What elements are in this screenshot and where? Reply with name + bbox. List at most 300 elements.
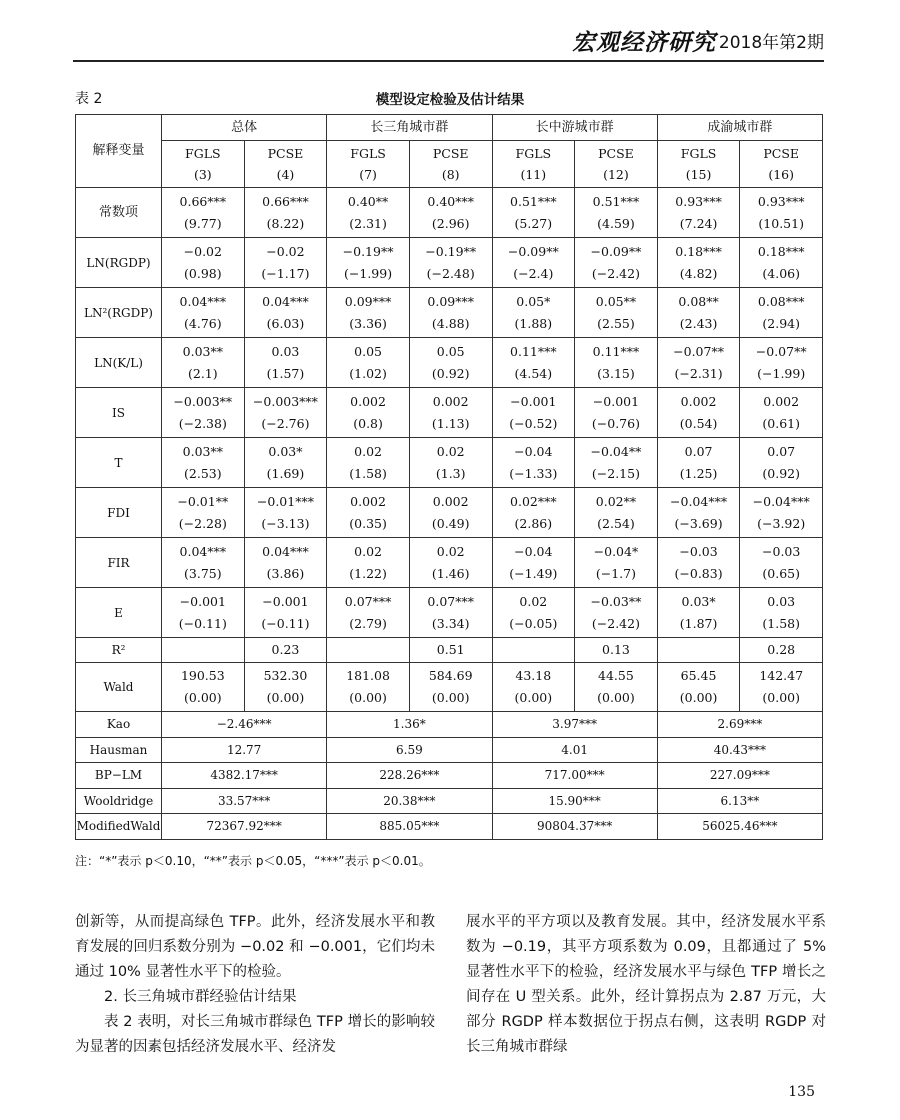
model-header bbox=[244, 141, 327, 188]
t-statistic: (0.35) bbox=[349, 515, 387, 531]
estimate-cell bbox=[740, 538, 823, 588]
wald-cell bbox=[575, 663, 658, 712]
model-method: PCSE bbox=[432, 146, 469, 161]
estimate-cell bbox=[327, 188, 410, 238]
estimate-cell bbox=[575, 488, 658, 538]
t-statistic: (−0.11) bbox=[261, 615, 310, 631]
variable-name: FDI bbox=[76, 488, 162, 538]
estimate-cell bbox=[409, 338, 492, 388]
group-header: 总体 bbox=[162, 115, 327, 141]
model-method: PCSE bbox=[763, 146, 800, 161]
test-row bbox=[76, 788, 823, 814]
test-value: 12.77 bbox=[162, 737, 327, 763]
estimate-cell bbox=[162, 588, 245, 638]
t-statistic: (2.55) bbox=[597, 315, 635, 331]
coefficient: −0.04 bbox=[514, 443, 553, 459]
t-statistic: (4.59) bbox=[597, 215, 635, 231]
t-statistic: (1.69) bbox=[266, 465, 305, 481]
p-value: (0.00) bbox=[349, 690, 387, 705]
t-statistic: (−0.52) bbox=[509, 415, 558, 431]
r2-cell: 0.28 bbox=[740, 638, 823, 663]
test-row bbox=[76, 712, 823, 738]
coefficient: 0.05 bbox=[354, 343, 382, 359]
body-column-left bbox=[75, 910, 435, 1060]
test-value: 227.09*** bbox=[657, 763, 822, 789]
p-value: (0.00) bbox=[431, 690, 470, 705]
coefficient: 0.66*** bbox=[262, 193, 309, 209]
coefficient: −0.04 bbox=[514, 543, 553, 559]
t-statistic: (−1.99) bbox=[757, 365, 806, 381]
t-statistic: (0.98) bbox=[184, 265, 222, 281]
r2-cell: 0.23 bbox=[244, 638, 327, 663]
test-value: 90804.37*** bbox=[492, 814, 657, 840]
p-value: (0.00) bbox=[514, 690, 553, 705]
variable-name: Wald bbox=[76, 663, 162, 712]
coefficient: −0.001 bbox=[510, 393, 557, 409]
t-statistic: (−0.05) bbox=[509, 615, 558, 631]
page-number: 135 bbox=[788, 1084, 815, 1100]
t-statistic: (−2.76) bbox=[261, 415, 310, 431]
estimate-cell bbox=[327, 388, 410, 438]
coefficient: 0.11*** bbox=[592, 343, 640, 359]
wald-statistic: 44.55 bbox=[598, 668, 634, 683]
coefficient: 0.04*** bbox=[179, 543, 227, 559]
coefficient: 0.08** bbox=[678, 293, 719, 309]
model-number: (16) bbox=[768, 167, 795, 182]
group-header: 长中游城市群 bbox=[492, 115, 657, 141]
coefficient: −0.001 bbox=[179, 593, 226, 609]
body-column-right bbox=[466, 910, 826, 1060]
table-row bbox=[76, 588, 823, 638]
coefficient: 0.02 bbox=[354, 543, 382, 559]
test-value: −2.46*** bbox=[162, 712, 327, 738]
p-value: (0.00) bbox=[762, 690, 800, 705]
coefficient: 0.07 bbox=[684, 443, 713, 459]
estimate-cell bbox=[575, 238, 658, 288]
coefficient: 0.07*** bbox=[427, 593, 474, 609]
estimate-cell bbox=[327, 588, 410, 638]
t-statistic: (0.61) bbox=[762, 415, 800, 431]
r2-cell bbox=[162, 638, 245, 663]
t-statistic: (1.3) bbox=[435, 465, 466, 481]
model-method: PCSE bbox=[598, 146, 634, 161]
coefficient: 0.09*** bbox=[427, 293, 474, 309]
estimate-cell bbox=[492, 438, 575, 488]
estimate-cell bbox=[409, 488, 492, 538]
estimate-cell bbox=[740, 438, 823, 488]
coefficient: −0.01** bbox=[177, 493, 229, 509]
estimate-cell bbox=[162, 488, 245, 538]
table-row bbox=[76, 288, 823, 338]
t-statistic: (2.54) bbox=[597, 515, 635, 531]
corner-label: 解释变量 bbox=[76, 115, 162, 188]
wald-cell bbox=[162, 663, 245, 712]
p-value: (0.00) bbox=[184, 690, 222, 705]
estimate-cell bbox=[244, 438, 327, 488]
test-value: 72367.92*** bbox=[162, 814, 327, 840]
wald-statistic: 65.45 bbox=[680, 668, 717, 683]
t-statistic: (5.27) bbox=[514, 215, 553, 231]
t-statistic: (2.1) bbox=[187, 365, 218, 381]
coefficient: −0.04*** bbox=[752, 493, 810, 509]
t-statistic: (2.79) bbox=[349, 615, 387, 631]
coefficient: 0.02 bbox=[354, 443, 382, 459]
wald-cell bbox=[244, 663, 327, 712]
wald-row bbox=[76, 663, 823, 712]
t-statistic: (2.31) bbox=[349, 215, 387, 231]
coefficient: 0.002 bbox=[350, 393, 386, 409]
model-number: (15) bbox=[685, 167, 712, 182]
estimate-cell bbox=[657, 288, 740, 338]
model-method: FGLS bbox=[350, 146, 386, 161]
t-statistic: (−3.69) bbox=[674, 515, 723, 531]
estimate-cell bbox=[244, 538, 327, 588]
coefficient: 0.40** bbox=[347, 193, 389, 209]
t-statistic: (1.58) bbox=[349, 465, 387, 481]
estimate-cell bbox=[492, 388, 575, 438]
coefficient: −0.03 bbox=[679, 543, 718, 559]
coefficient: 0.51*** bbox=[510, 193, 557, 209]
estimate-cell bbox=[740, 288, 823, 338]
estimate-cell bbox=[162, 438, 245, 488]
coefficient: −0.19** bbox=[342, 243, 394, 259]
t-statistic: (9.77) bbox=[184, 215, 222, 231]
t-statistic: (−1.99) bbox=[344, 265, 393, 281]
wald-statistic: 43.18 bbox=[515, 668, 552, 683]
coefficient: −0.01*** bbox=[256, 493, 314, 509]
test-row bbox=[76, 814, 823, 840]
estimate-cell bbox=[162, 238, 245, 288]
estimate-cell bbox=[492, 588, 575, 638]
model-number: (8) bbox=[441, 167, 460, 182]
coefficient: 0.03** bbox=[182, 343, 223, 359]
r2-cell: 0.13 bbox=[575, 638, 658, 663]
coefficient: −0.07** bbox=[755, 343, 807, 359]
coefficient: −0.001 bbox=[262, 593, 309, 609]
t-statistic: (0.92) bbox=[431, 365, 470, 381]
coefficient: −0.04* bbox=[593, 543, 639, 559]
r2-cell bbox=[492, 638, 575, 663]
estimate-cell bbox=[492, 288, 575, 338]
test-value: 6.13** bbox=[657, 788, 822, 814]
coefficient: −0.003** bbox=[173, 393, 233, 409]
coefficient: −0.07** bbox=[673, 343, 724, 359]
t-statistic: (−2.42) bbox=[591, 265, 640, 281]
coefficient: 0.11*** bbox=[510, 343, 557, 359]
wald-cell bbox=[327, 663, 410, 712]
coefficient: −0.03** bbox=[590, 593, 642, 609]
variable-name: T bbox=[76, 438, 162, 488]
t-statistic: (−3.92) bbox=[757, 515, 806, 531]
estimate-cell bbox=[327, 238, 410, 288]
test-name: Kao bbox=[76, 712, 162, 738]
coefficient: 0.05 bbox=[436, 343, 465, 359]
table-row bbox=[76, 238, 823, 288]
estimate-cell bbox=[575, 188, 658, 238]
coefficient: −0.001 bbox=[592, 393, 640, 409]
estimate-cell bbox=[657, 538, 740, 588]
estimate-cell bbox=[409, 288, 492, 338]
model-method: FGLS bbox=[680, 146, 717, 161]
group-header: 成渝城市群 bbox=[657, 115, 822, 141]
table-row bbox=[76, 388, 823, 438]
test-name: Wooldridge bbox=[76, 788, 162, 814]
estimate-cell bbox=[740, 588, 823, 638]
estimate-cell bbox=[409, 588, 492, 638]
estimate-cell bbox=[244, 238, 327, 288]
model-number: (4) bbox=[276, 167, 295, 182]
test-value: 4382.17*** bbox=[162, 763, 327, 789]
estimate-cell bbox=[740, 388, 823, 438]
test-value: 20.38*** bbox=[327, 788, 492, 814]
t-statistic: (0.49) bbox=[431, 515, 470, 531]
estimate-cell bbox=[409, 538, 492, 588]
wald-statistic: 142.47 bbox=[759, 668, 804, 683]
estimate-cell bbox=[575, 388, 658, 438]
estimate-cell bbox=[244, 388, 327, 438]
t-statistic: (0.65) bbox=[762, 565, 800, 581]
t-statistic: (0.8) bbox=[353, 415, 383, 431]
test-value: 56025.46*** bbox=[657, 814, 822, 840]
coefficient: −0.19** bbox=[425, 243, 477, 259]
t-statistic: (1.57) bbox=[266, 365, 305, 381]
p-value: (0.00) bbox=[679, 690, 718, 705]
coefficient: 0.002 bbox=[350, 493, 386, 509]
t-statistic: (2.43) bbox=[679, 315, 718, 331]
variable-name: E bbox=[76, 588, 162, 638]
t-statistic: (−3.13) bbox=[261, 515, 310, 531]
coefficient: 0.08*** bbox=[757, 293, 805, 309]
estimate-cell bbox=[657, 338, 740, 388]
t-statistic: (1.46) bbox=[431, 565, 470, 581]
t-statistic: (−2.15) bbox=[591, 465, 640, 481]
estimate-cell bbox=[740, 188, 823, 238]
t-statistic: (1.22) bbox=[349, 565, 387, 581]
variable-name: FIR bbox=[76, 538, 162, 588]
estimate-cell bbox=[657, 438, 740, 488]
model-header bbox=[492, 141, 575, 188]
table-note: 注：“*”表示 p＜0.10，“**”表示 p＜0.05，“***”表示 p＜0.01。 bbox=[75, 854, 431, 868]
coefficient: 0.002 bbox=[432, 393, 469, 409]
t-statistic: (2.96) bbox=[431, 215, 470, 231]
coefficient: 0.03 bbox=[271, 343, 300, 359]
t-statistic: (−2.4) bbox=[513, 265, 554, 281]
t-statistic: (2.53) bbox=[184, 465, 222, 481]
t-statistic: (6.03) bbox=[266, 315, 305, 331]
coefficient: 0.02 bbox=[436, 443, 465, 459]
t-statistic: (2.94) bbox=[762, 315, 800, 331]
coefficient: −0.09** bbox=[507, 243, 559, 259]
r2-cell: 0.51 bbox=[409, 638, 492, 663]
table-title: 模型设定检验及估计结果 bbox=[375, 92, 525, 108]
estimate-cell bbox=[657, 188, 740, 238]
coefficient: 0.002 bbox=[763, 393, 800, 409]
t-statistic: (1.58) bbox=[762, 615, 800, 631]
t-statistic: (1.87) bbox=[679, 615, 718, 631]
model-header-row bbox=[76, 141, 823, 188]
t-statistic: (−1.17) bbox=[261, 265, 310, 281]
wald-cell bbox=[657, 663, 740, 712]
estimate-cell bbox=[327, 438, 410, 488]
coefficient: 0.51*** bbox=[592, 193, 640, 209]
test-value: 885.05*** bbox=[327, 814, 492, 840]
estimate-cell bbox=[575, 288, 658, 338]
model-header bbox=[409, 141, 492, 188]
p-value: (0.00) bbox=[597, 690, 635, 705]
t-statistic: (−2.42) bbox=[591, 615, 640, 631]
estimate-cell bbox=[492, 488, 575, 538]
coefficient: 0.18*** bbox=[757, 243, 805, 259]
coefficient: 0.66*** bbox=[179, 193, 227, 209]
coefficient: 0.04*** bbox=[262, 293, 309, 309]
t-statistic: (−2.31) bbox=[674, 365, 723, 381]
test-value: 15.90*** bbox=[492, 788, 657, 814]
coefficient: 0.93*** bbox=[757, 193, 805, 209]
test-value: 228.26*** bbox=[327, 763, 492, 789]
t-statistic: (−2.48) bbox=[426, 265, 475, 281]
estimate-cell bbox=[657, 588, 740, 638]
journal-name: 宏观经济研究 bbox=[572, 29, 716, 56]
estimate-cell bbox=[575, 438, 658, 488]
coefficient: 0.02 bbox=[436, 543, 465, 559]
estimate-cell bbox=[492, 338, 575, 388]
coefficient: −0.003*** bbox=[252, 393, 318, 409]
t-statistic: (−1.33) bbox=[509, 465, 558, 481]
issue-label: 2018年第2期 bbox=[718, 33, 824, 53]
variable-name: LN²(RGDP) bbox=[76, 288, 162, 338]
t-statistic: (1.02) bbox=[349, 365, 387, 381]
estimate-cell bbox=[409, 438, 492, 488]
estimate-cell bbox=[244, 338, 327, 388]
estimate-cell bbox=[162, 388, 245, 438]
model-number: (12) bbox=[603, 167, 629, 182]
coefficient: 0.93*** bbox=[675, 193, 722, 209]
r2-cell bbox=[657, 638, 740, 663]
t-statistic: (10.51) bbox=[758, 215, 804, 231]
coefficient: 0.03 bbox=[767, 593, 796, 609]
section-heading: 2. 长三角城市群经验估计结果 bbox=[104, 989, 297, 1005]
estimate-cell bbox=[162, 288, 245, 338]
coefficient: −0.02 bbox=[266, 243, 305, 259]
variable-name: IS bbox=[76, 388, 162, 438]
table-row bbox=[76, 438, 823, 488]
results-table bbox=[75, 114, 823, 840]
coefficient: −0.04** bbox=[590, 443, 642, 459]
table-row bbox=[76, 188, 823, 238]
test-value: 3.97*** bbox=[492, 712, 657, 738]
t-statistic: (3.34) bbox=[431, 615, 470, 631]
page-header bbox=[73, 18, 824, 62]
estimate-cell bbox=[162, 538, 245, 588]
coefficient: 0.04*** bbox=[262, 543, 309, 559]
estimate-cell bbox=[740, 488, 823, 538]
estimate-cell bbox=[409, 388, 492, 438]
coefficient: 0.03* bbox=[268, 443, 303, 459]
estimate-cell bbox=[244, 488, 327, 538]
model-number: (7) bbox=[359, 167, 377, 182]
coefficient: 0.07*** bbox=[344, 593, 392, 609]
model-header bbox=[327, 141, 410, 188]
table-row bbox=[76, 338, 823, 388]
variable-name: LN(RGDP) bbox=[76, 238, 162, 288]
t-statistic: (0.54) bbox=[679, 415, 718, 431]
paragraph: 展水平的平方项以及教育发展。其中，经济发展水平系数为 −0.19，其平方项系数为 0.09，且都通过了 5% 显著性水平下的检验，经济发展水平与绿色 TFP 增长之间存在 U 型关系。此外，经计算拐点为 2.87 万元，大部分 RGDP 样本数据位于拐点右侧，这表明 RGDP 对长三角城市群绿 bbox=[466, 914, 826, 1055]
estimate-cell bbox=[244, 288, 327, 338]
test-row bbox=[76, 737, 823, 763]
t-statistic: (3.86) bbox=[266, 565, 305, 581]
estimate-cell bbox=[409, 238, 492, 288]
model-header bbox=[657, 141, 740, 188]
t-statistic: (1.88) bbox=[514, 315, 553, 331]
t-statistic: (−2.38) bbox=[178, 415, 227, 431]
p-value: (0.00) bbox=[266, 690, 305, 705]
t-statistic: (2.86) bbox=[514, 515, 553, 531]
coefficient: 0.02 bbox=[519, 593, 548, 609]
test-name: ModifiedWald bbox=[76, 814, 162, 840]
t-statistic: (4.54) bbox=[514, 365, 553, 381]
t-statistic: (7.24) bbox=[679, 215, 718, 231]
coefficient: 0.002 bbox=[432, 493, 469, 509]
t-statistic: (−0.11) bbox=[178, 615, 227, 631]
wald-statistic: 181.08 bbox=[346, 668, 390, 683]
test-row bbox=[76, 763, 823, 789]
model-method: FGLS bbox=[185, 146, 221, 161]
estimate-cell bbox=[657, 238, 740, 288]
t-statistic: (0.92) bbox=[762, 465, 800, 481]
coefficient: −0.04*** bbox=[670, 493, 728, 509]
t-statistic: (−0.83) bbox=[674, 565, 723, 581]
t-statistic: (1.13) bbox=[431, 415, 470, 431]
t-statistic: (3.75) bbox=[184, 565, 222, 581]
estimate-cell bbox=[162, 188, 245, 238]
coefficient: 0.03* bbox=[681, 593, 716, 609]
coefficient: 0.02*** bbox=[510, 493, 557, 509]
variable-name: LN(K/L) bbox=[76, 338, 162, 388]
test-value: 2.69*** bbox=[657, 712, 822, 738]
model-number: (3) bbox=[193, 167, 212, 182]
wald-cell bbox=[492, 663, 575, 712]
wald-cell bbox=[409, 663, 492, 712]
variable-name: R² bbox=[76, 638, 162, 663]
variable-name: 常数项 bbox=[76, 188, 162, 238]
estimate-cell bbox=[657, 388, 740, 438]
wald-statistic: 584.69 bbox=[428, 668, 473, 683]
coefficient: 0.09*** bbox=[344, 293, 392, 309]
t-statistic: (3.36) bbox=[349, 315, 387, 331]
r2-row bbox=[76, 638, 823, 663]
coefficient: −0.02 bbox=[183, 243, 222, 259]
test-value: 33.57*** bbox=[162, 788, 327, 814]
group-header: 长三角城市群 bbox=[327, 115, 492, 141]
model-header bbox=[740, 141, 823, 188]
t-statistic: (8.22) bbox=[266, 215, 305, 231]
estimate-cell bbox=[575, 588, 658, 638]
wald-statistic: 532.30 bbox=[263, 668, 308, 683]
t-statistic: (−1.49) bbox=[509, 565, 558, 581]
model-number: (11) bbox=[520, 167, 547, 182]
t-statistic: (4.82) bbox=[679, 265, 718, 281]
estimate-cell bbox=[327, 488, 410, 538]
estimate-cell bbox=[740, 338, 823, 388]
coefficient: 0.05** bbox=[595, 293, 637, 309]
coefficient: 0.002 bbox=[680, 393, 717, 409]
wald-statistic: 190.53 bbox=[180, 668, 225, 683]
estimate-cell bbox=[492, 538, 575, 588]
test-value: 40.43*** bbox=[657, 737, 822, 763]
estimate-cell bbox=[244, 588, 327, 638]
estimate-cell bbox=[327, 288, 410, 338]
coefficient: −0.03 bbox=[762, 543, 801, 559]
